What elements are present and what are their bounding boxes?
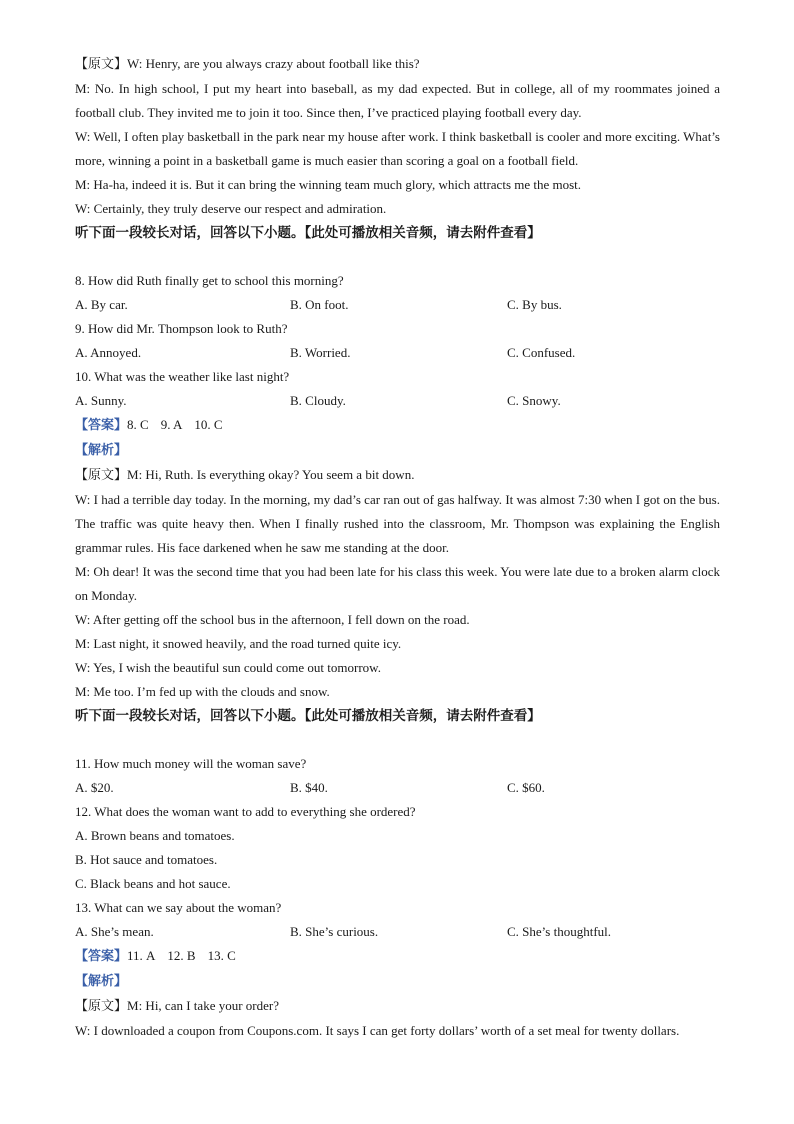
analysis-label: 【解析】 (75, 974, 128, 989)
transcript-line: 【原文】M: Hi, can I take your order? (75, 998, 279, 1014)
transcript-line: W: I downloaded a coupon from Coupons.com. It says I can get forty dollars’ worth of a set meal for twenty dollars. (75, 1023, 680, 1038)
answer-line: 【答案】11. A 12. B 13. C (75, 948, 236, 964)
answer-line: 【答案】8. C 9. A 10. C (75, 417, 223, 433)
options-row (75, 341, 720, 365)
question: 12. What does the woman want to add to everything she ordered? (75, 804, 416, 819)
answer-label: 【答案】 (75, 949, 128, 964)
transcript-line: M: Last night, it snowed heavily, and the road turned quite icy. (75, 636, 402, 651)
option-c: C. She’s thoughtful. (507, 924, 612, 939)
transcript-line: W: Certainly, they truly deserve our respect and admiration. (75, 201, 387, 216)
analysis-label-line (75, 969, 720, 994)
transcript-line: 【原文】M: Hi, Ruth. Is everything okay? You seem a bit down. (75, 467, 415, 483)
option-b: B. On foot. (290, 297, 349, 312)
transcript-line: M: Ha-ha, indeed it is. But it can bring the winning team much glory, which attracts me the most. (75, 177, 582, 192)
transcript-line: W: Well, I often play basketball in the park near my house after work. I think basketball is cooler and more exciting. What’s more, winning a point in a basketball game is much easier than scoring a goal on a football field. (75, 129, 720, 168)
options-row (75, 920, 720, 944)
option-a: A. Sunny. (75, 393, 127, 408)
document-page (75, 52, 720, 1043)
option-a: A. Brown beans and tomatoes. (75, 828, 235, 843)
answer-label: 【答案】 (75, 418, 128, 433)
question: 10. What was the weather like last night? (75, 369, 290, 384)
listening-instruction: 听下面一段较长对话，回答以下小题。【此处可播放相关音频，请去附件查看】 (75, 225, 541, 241)
option-c: C. $60. (507, 780, 545, 795)
option-b: B. Worried. (290, 345, 351, 360)
option-c: C. Confused. (507, 345, 576, 360)
option-c: C. By bus. (507, 297, 562, 312)
transcript-line: 【原文】W: Henry, are you always crazy about football like this? (75, 56, 420, 72)
option-a: A. $20. (75, 780, 114, 795)
question: 9. How did Mr. Thompson look to Ruth? (75, 321, 288, 336)
options-row (75, 776, 720, 800)
transcript-line: M: No. In high school, I put my heart into baseball, as my dad expected. But in college, all of my roommates joined a football club. They invited me to join it too. Since then, I’ve practiced playing football every day. (75, 81, 720, 120)
question: 11. How much money will the woman save? (75, 756, 307, 771)
question: 8. How did Ruth finally get to school this morning? (75, 273, 344, 288)
analysis-label-line (75, 438, 720, 463)
options-row (75, 293, 720, 317)
transcript-line: W: Yes, I wish the beautiful sun could come out tomorrow. (75, 660, 381, 675)
yuanwen-label: 【原文】 (75, 999, 128, 1014)
option-b: B. Hot sauce and tomatoes. (75, 852, 218, 867)
transcript-line: W: I had a terrible day today. In the morning, my dad’s car ran out of gas halfway. It was almost 7:30 when I got on the bus. The traffic was quite heavy then. When I finally rushed into the classroom, Mr. Thompson was explaining the English grammar rules. His face darkened when he saw me standing at the door. (75, 492, 720, 555)
option-b: B. $40. (290, 780, 328, 795)
option-c: C. Black beans and hot sauce. (75, 876, 231, 891)
transcript-line: M: Me too. I’m fed up with the clouds and snow. (75, 684, 330, 699)
yuanwen-label: 【原文】 (75, 468, 128, 483)
option-a: A. Annoyed. (75, 345, 142, 360)
option-a: A. She’s mean. (75, 924, 154, 939)
transcript-line: W: After getting off the school bus in the afternoon, I fell down on the road. (75, 612, 470, 627)
question: 13. What can we say about the woman? (75, 900, 282, 915)
option-c: C. Snowy. (507, 393, 561, 408)
option-a: A. By car. (75, 297, 128, 312)
option-b: B. Cloudy. (290, 393, 346, 408)
transcript-line: M: Oh dear! It was the second time that you had been late for his class this week. You were late due to a broken alarm clock on Monday. (75, 564, 720, 603)
listening-instruction: 听下面一段较长对话，回答以下小题。【此处可播放相关音频，请去附件查看】 (75, 708, 541, 724)
option-b: B. She’s curious. (290, 924, 379, 939)
analysis-label: 【解析】 (75, 443, 128, 458)
yuanwen-label: 【原文】 (75, 57, 128, 72)
options-row (75, 389, 720, 413)
